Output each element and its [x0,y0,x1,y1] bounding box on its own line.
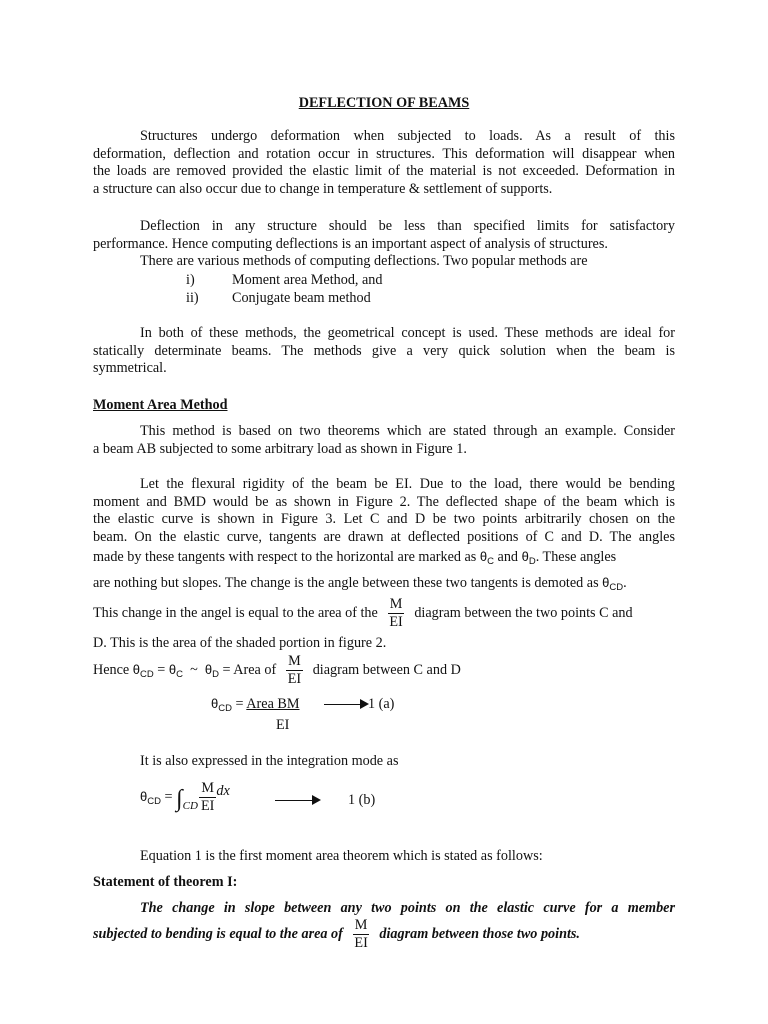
paragraph-flexural [93,476,675,546]
paragraph-theorems [93,423,675,458]
text-line: The change in slope between any two points on the elastic curve for a member [140,900,675,916]
text-line: Equation 1 is the first moment area theorem which is stated as follows: [140,848,543,864]
text-line: In both of these methods, the geometrical concept is used. These methods are ideal for [140,325,675,341]
text-line: D. This is the area of the shaded portion in figure 2. [93,635,387,651]
arrow-right-icon [275,800,319,801]
text-line-slopes: are nothing but slopes. The change is the angle between these two tangents is demoted as $\theta_{CD}$. [93,575,627,593]
text-line: Structures undergo deformation when subjected to loads. As a result of this [140,128,675,144]
text-line: Deflection in any structure should be less than specified limits for satisfactory [140,218,675,234]
text-line: It is also expressed in the integration mode as [140,753,399,769]
theorem-statement [93,900,675,918]
text-line: performance. Hence computing deflections is an important aspect of analysis of structures. [93,235,608,252]
arrow-right-icon [324,704,367,705]
text-line: This method is based on two theorems which are stated through an example. Consider [140,423,675,439]
text-line: moment and BMD would be as shown in Figure 2. The deflected shape of the beam which is [93,493,675,510]
text-line: deformation, deflection and rotation occur in structures. This deformation will disappear when [93,145,675,162]
document-title: DEFLECTION OF BEAMS [298,95,470,111]
theorem-line-2: subjected to bending is equal to the area of $\frac{M}{EI}$ diagram between those two points. [93,917,580,951]
fraction-m-ei: $\frac{M}{EI}$ [200,780,215,814]
equation-1b: $\theta_{CD} = \int_{CD}$ $\frac{M}{EI}$ dx [140,780,230,814]
paragraph-deflection-limits [93,218,675,271]
equation-label: 1 (a) [368,696,395,712]
text-line: the loads are removed provided the elastic limit of the material is not exceeded. Deformation in [93,163,675,180]
fraction-m-ei: $\frac{M}{EI}$ [389,596,403,630]
text-line-area: This change in the angel is equal to the area of the $\frac{M}{EI}$ diagram between the two points C and [93,596,633,630]
list-item: ii) Conjugate beam method [186,290,371,306]
paragraph-methods [93,325,675,378]
fraction-m-ei: $\frac{M}{EI}$ [287,653,302,687]
equation-hence: Hence $\theta_{CD} = \theta_C$ ~ $\theta_D$ = Area of $\frac{M}{EI}$ diagram between C and D [93,653,461,687]
text-line: beam. On the elastic curve, tangents are drawn at deflected positions of C and D. The angles [93,528,675,545]
paragraph-intro [93,128,675,198]
integral-icon: ∫ [176,785,183,812]
text-line: the elastic curve is shown in Figure 3. Let C and D be two points arbitrarily chosen on the [93,511,675,528]
text-line: symmetrical. [93,360,167,377]
text-line-angles: made by these tangents with respect to the horizontal are marked as $\theta_C$ and $\theta_D$. These angles [93,549,617,567]
equation-label: 1 (b) [348,792,376,808]
methods-list [186,271,383,307]
text-line: Let the flexural rigidity of the beam be EI. Due to the load, there would be bending [140,476,675,492]
text-line: a structure can also occur due to change in temperature & settlement of supports. [93,180,553,197]
section-heading: Moment Area Method [93,397,228,413]
theorem-heading: Statement of theorem I: [93,874,238,890]
fraction-m-ei: $\frac{M}{EI}$ [354,917,368,951]
equation-1a-denominator: EI [276,717,290,733]
text-line: statically determinate beams. The methods give a very quick solution when the beam is [93,342,675,359]
equation-1a: $\theta_{CD}$ = Area BM [211,696,300,714]
text-line: a beam AB subjected to some arbitrary load as shown in Figure 1. [93,440,467,457]
text-line: There are various methods of computing deflections. Two popular methods are [140,253,588,270]
list-item: i) Moment area Method, and [186,272,383,288]
